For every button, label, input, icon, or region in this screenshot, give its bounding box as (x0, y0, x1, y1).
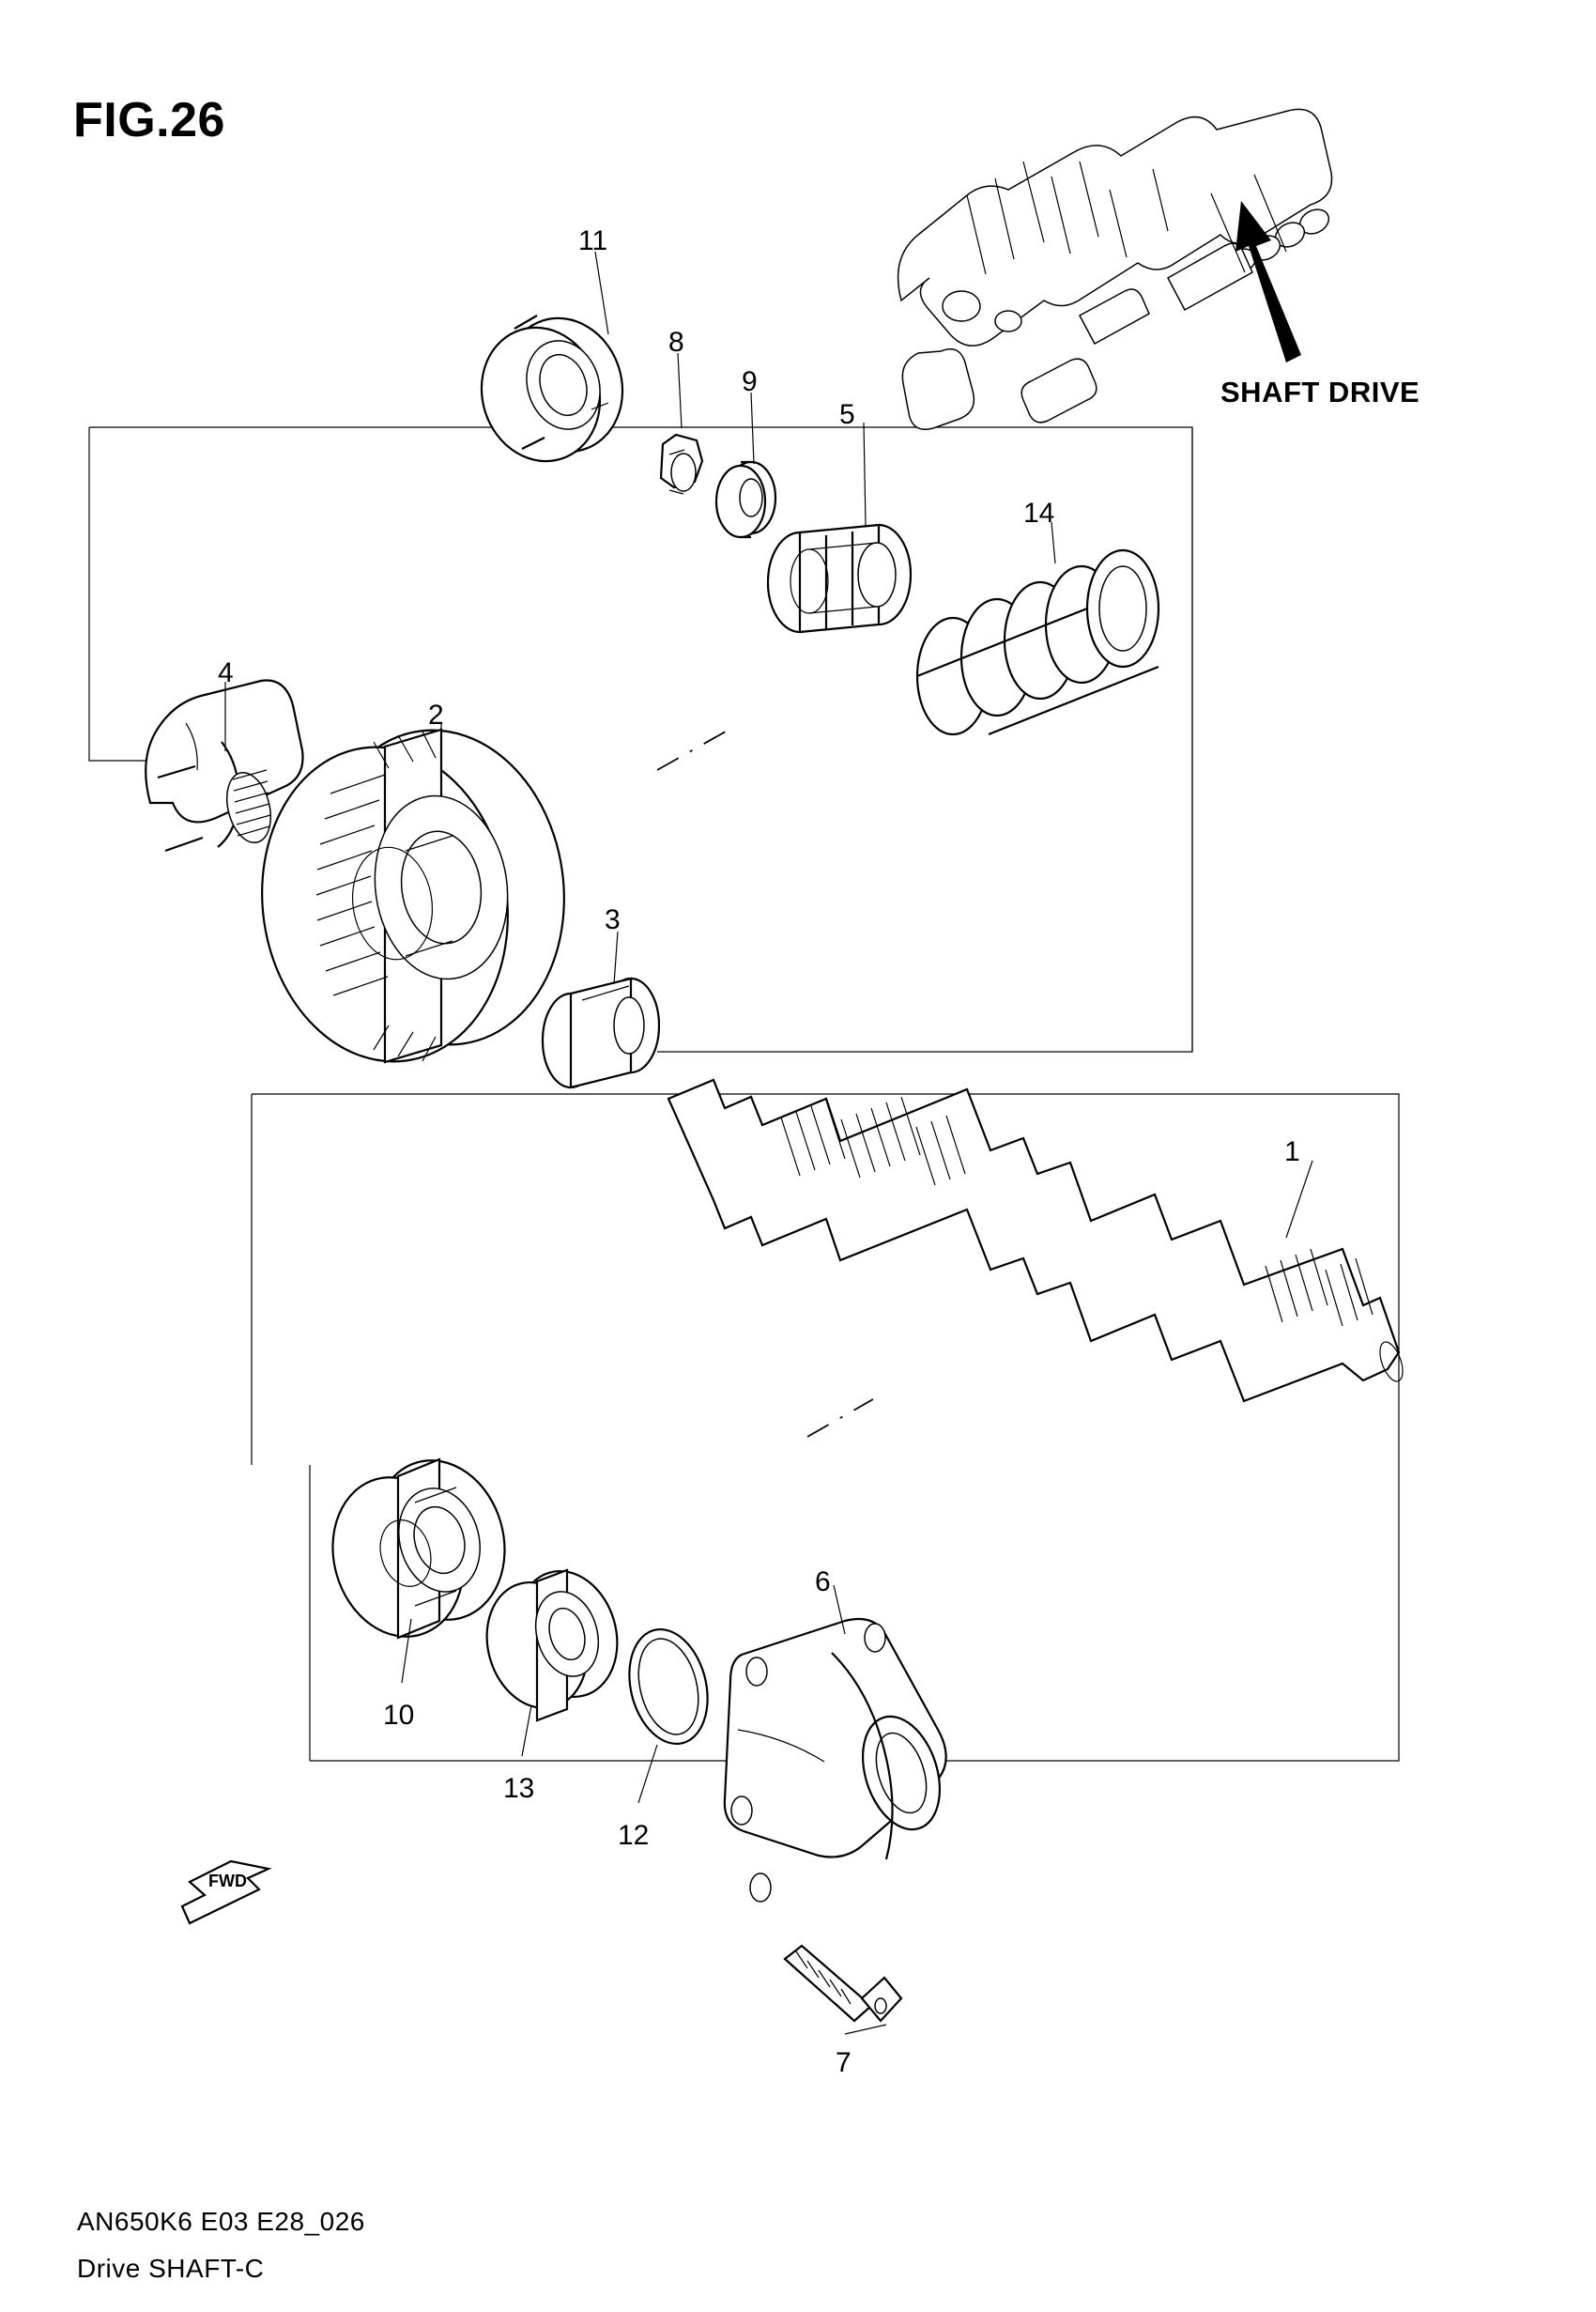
leader-8 (678, 353, 682, 428)
leader-1 (1286, 1161, 1312, 1238)
callout-12: 12 (618, 1820, 650, 1851)
part-9-washer (716, 462, 775, 537)
callout-6: 6 (815, 1566, 831, 1597)
callout-13: 13 (503, 1773, 535, 1804)
leader-9 (751, 393, 754, 464)
part-11-bearing (465, 302, 639, 476)
callout-4: 4 (218, 657, 234, 688)
part-1-drive-shaft (668, 1080, 1407, 1401)
callout-11: 11 (578, 225, 608, 256)
callout-8: 8 (668, 327, 684, 358)
fwd-marker-icon (182, 1861, 269, 1923)
leader-12 (638, 1745, 657, 1803)
fwd-label: FWD (208, 1872, 247, 1890)
callout-9: 9 (742, 366, 758, 397)
footer-code: AN650K6 E03 E28_026 (77, 2207, 365, 2236)
leader-5 (864, 423, 866, 526)
leader-13 (522, 1705, 531, 1756)
part-3-spacer (543, 979, 659, 1087)
leader-3 (614, 932, 618, 984)
leader-7 (845, 2025, 886, 2034)
frame-dash-upper (657, 728, 732, 770)
callout-2: 2 (428, 700, 444, 731)
callout-3: 3 (605, 904, 621, 935)
part-8-nut (661, 435, 702, 494)
callout-5: 5 (839, 399, 855, 430)
part-14-spring (917, 550, 1159, 734)
leader-11 (595, 252, 608, 334)
footer-figure-name: Drive SHAFT-C (77, 2254, 265, 2283)
callout-1: 1 (1284, 1136, 1300, 1167)
part-12-oring (618, 1621, 719, 1752)
shaft-drive-label: SHAFT DRIVE (1220, 376, 1420, 408)
callout-10: 10 (383, 1700, 415, 1731)
part-5-collar (768, 525, 911, 632)
page-title: FIG.26 (73, 93, 225, 147)
part-6-hub (725, 1619, 953, 1902)
frame-dash-lower (807, 1399, 873, 1437)
callout-7: 7 (836, 2047, 852, 2078)
part-7-bolt (785, 1946, 901, 2021)
callout-14: 14 (1023, 498, 1055, 529)
